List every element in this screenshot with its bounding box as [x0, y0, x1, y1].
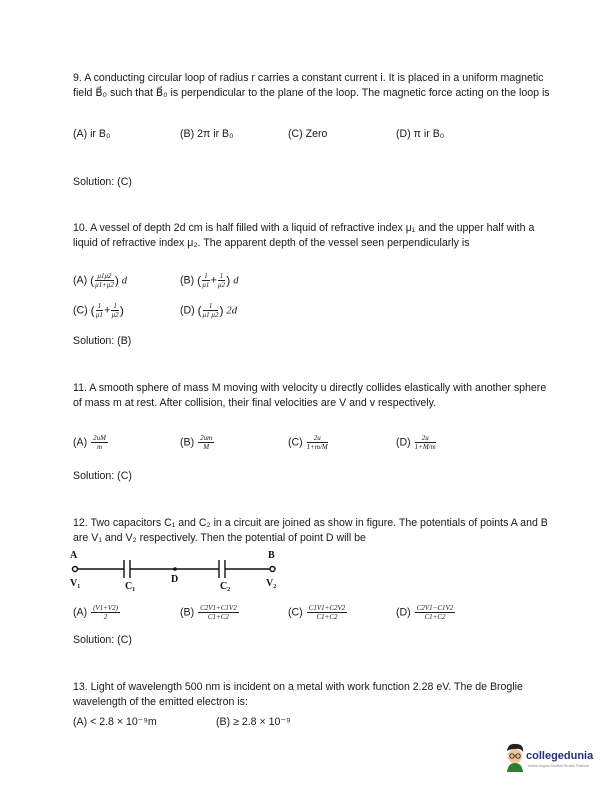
q10-option-d: (D) ( $\frac{1}{\mu 1 \mu 2}$ ) 2d	[180, 302, 237, 319]
q11-option-c: (C) $\frac{2u}{1+m/M}$	[288, 434, 328, 451]
q11-option-a: (A) $\frac{2uM}{m}$	[73, 434, 106, 451]
q11-option-b: (B) $\frac{2um}{M}$	[180, 434, 213, 451]
point-a-label: A	[70, 550, 78, 561]
q10-option-c: (C) ( $\frac{1}{\mu 1}$ + $\frac{1}{\mu 2}$ )	[73, 302, 124, 319]
terminal-a	[73, 567, 78, 572]
terminal-b	[270, 567, 275, 572]
question-11-text: 11. A smooth sphere of mass M moving with velocity u directly collides elastically with another sphere of mass m at rest. After collision, their final velocities are V and v respectively.	[73, 382, 547, 409]
capacitor-circuit-diagram	[68, 548, 293, 596]
q12-option-d: (D) $\frac{C2V1-C1V2}{C1+C2}$	[396, 604, 454, 621]
q11-solution: Solution: (C)	[73, 470, 132, 482]
junction-d	[173, 567, 177, 571]
v1-label: V₁	[70, 578, 81, 589]
question-13-text: 13. Light of wavelength 500 nm is incident on a metal with work function 2.28 eV. The de Broglie wavelength of the emitted electron is:	[73, 681, 523, 708]
q13-option-a: (A) < 2.8 × 10⁻⁹m	[73, 716, 157, 728]
q12-option-b: (B) $\frac{C2V1+C1V2}{C1+C2}$	[180, 604, 237, 621]
q9-solution: Solution: (C)	[73, 176, 132, 188]
q12-solution: Solution: (C)	[73, 634, 132, 646]
q13-option-b: (B) ≥ 2.8 × 10⁻⁹	[216, 716, 291, 728]
v2-label: V₂	[266, 578, 277, 589]
q10-solution: Solution: (B)	[73, 335, 132, 347]
q10-option-b: (B) ( $\frac{1}{\mu 1}$ + $\frac{1}{\mu 2}$ ) d	[180, 272, 239, 289]
q9-option-c: (C) Zero	[288, 128, 328, 140]
q12-option-c: (C) $\frac{C1V1+C2V2}{C1+C2}$	[288, 604, 346, 621]
logo-wordmark: collegedunia	[526, 750, 594, 762]
q11-option-d: (D) $\frac{2u}{1+M/m}$	[396, 434, 436, 451]
question-9-text: 9. A conducting circular loop of radius r carries a constant current i. It is placed in a uniform magnetic field B⃗₀ such that B⃗₀ is perpendicular to the plane of the loop. The magnetic force acting on the loop is	[73, 72, 550, 99]
q9-option-d: (D) π ir B₀	[396, 128, 445, 140]
q10-option-a: (A) ( $\frac{\mu 1\mu 2}{\mu 1+\mu 2}$ ) d	[73, 272, 128, 289]
point-d-label: D	[171, 574, 179, 585]
c1-label: C₁	[125, 581, 136, 592]
point-b-label: B	[268, 550, 275, 561]
q9-option-a: (A) ir B₀	[73, 128, 111, 140]
q12-option-a: (A) $\frac{(V1+V2)}{2}$	[73, 604, 119, 621]
question-10-text: 10. A vessel of depth 2d cm is half filled with a liquid of refractive index μ₁ and the upper half with a liquid of refractive index μ₂. The apparent depth of the vessel seen perpendicularly is	[73, 222, 535, 249]
student-mascot-icon	[504, 742, 526, 772]
question-12-text: 12. Two capacitors C₁ and C₂ in a circuit are joined as show in figure. The potentials of points A and B are V₁ and V₂ respectively. Then the potential of point D will be	[73, 517, 548, 544]
c2-label: C₂	[220, 581, 231, 592]
q9-option-b: (B) 2π ir B₀	[180, 128, 234, 140]
collegedunia-logo	[504, 742, 608, 780]
logo-tagline: India's largest Student Review Platform	[528, 764, 589, 768]
